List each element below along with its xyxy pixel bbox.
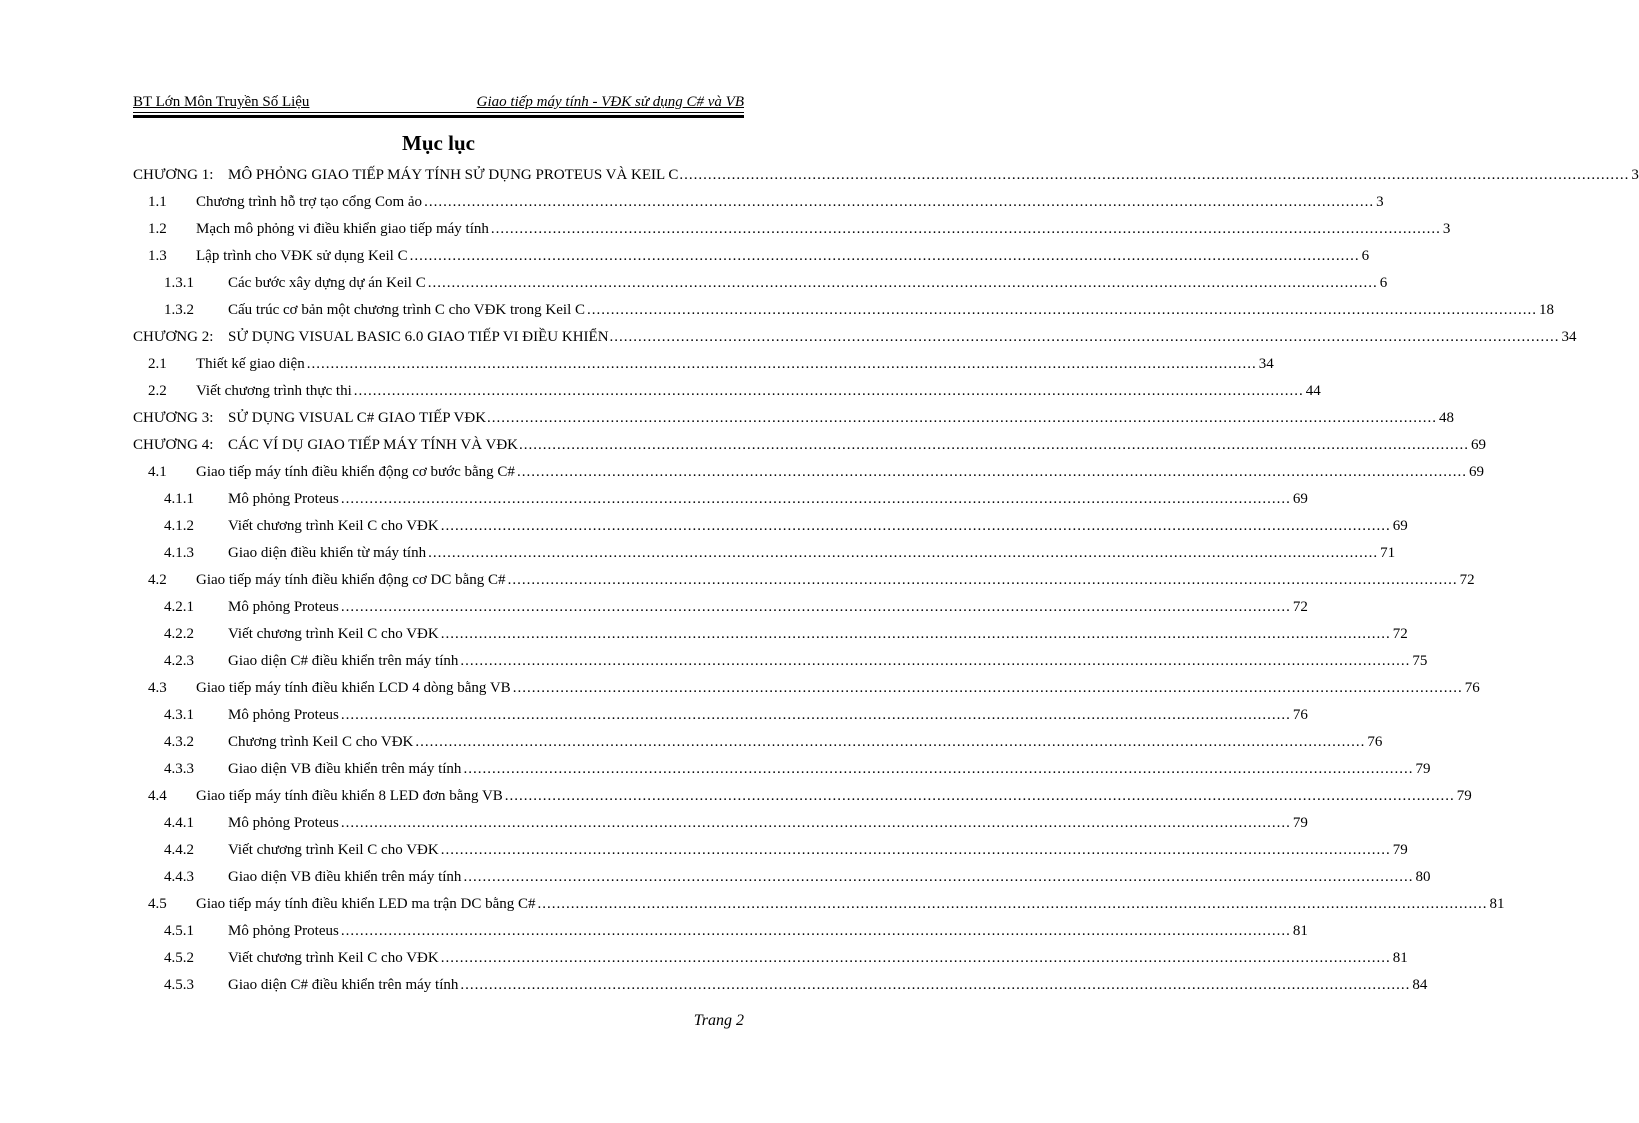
toc-entry-label: Giao diện điều khiển từ máy tính xyxy=(228,545,427,561)
toc-entry-label: SỬ DỤNG VISUAL C# GIAO TIẾP VĐK xyxy=(228,410,487,426)
toc-dot-leader: ........................................................................................................................................................................................................ xyxy=(440,518,1391,534)
toc-entry[interactable] xyxy=(133,972,1428,999)
toc-dot-leader: ........................................................................................................................................................................................................ xyxy=(460,653,1411,669)
toc-entry-number: 4.4 xyxy=(148,788,167,804)
toc-dot-leader: ........................................................................................................................................................................................................ xyxy=(537,896,1488,912)
toc-entry[interactable] xyxy=(133,432,1487,459)
toc-entry-page: 69 xyxy=(1292,491,1308,507)
toc-entry[interactable] xyxy=(133,378,1321,405)
toc-entry-number: CHƯƠNG 4: xyxy=(133,437,214,453)
toc-entry[interactable] xyxy=(133,243,1370,270)
toc-entry[interactable] xyxy=(133,486,1308,513)
toc-entry[interactable] xyxy=(133,675,1480,702)
toc-dot-leader: ........................................................................................................................................................................................................ xyxy=(512,680,1463,696)
toc-dot-leader: ........................................................................................................................................................................................................ xyxy=(516,464,1467,480)
toc-entry[interactable] xyxy=(133,648,1428,675)
toc-entry[interactable] xyxy=(133,702,1308,729)
toc-entry-label: Giao tiếp máy tính điều khiển động cơ DC bằng C# xyxy=(196,572,506,588)
toc-entry[interactable] xyxy=(133,918,1308,945)
toc-entry-page: 81 xyxy=(1292,923,1308,939)
toc-entry-number: 4.1.1 xyxy=(164,491,194,507)
toc-entry-label: Giao diện C# điều khiển trên máy tính xyxy=(228,653,459,669)
toc-dot-leader: ........................................................................................................................................................................................................ xyxy=(587,302,1537,318)
toc-dot-leader: ........................................................................................................................................................................................................ xyxy=(519,437,1470,453)
toc-entry-page: 75 xyxy=(1412,653,1428,669)
toc-entry[interactable] xyxy=(133,810,1308,837)
toc-dot-leader: ........................................................................................................................................................................................................ xyxy=(340,707,1291,723)
toc-entry-label: Lập trình cho VĐK sử dụng Keil C xyxy=(196,248,408,264)
toc-dot-leader: ........................................................................................................................................................................................................ xyxy=(427,275,1378,291)
toc-entry-page: 3 xyxy=(1442,221,1451,237)
toc-entry-label: SỬ DỤNG VISUAL BASIC 6.0 GIAO TIẾP VI ĐIỀU KHIỂN xyxy=(228,329,609,345)
toc-entry-page: 79 xyxy=(1456,788,1472,804)
toc-dot-leader: ........................................................................................................................................................................................................ xyxy=(463,869,1414,885)
toc-entry-page: 84 xyxy=(1412,977,1428,993)
toc-entry-label: Viết chương trình Keil C cho VĐK xyxy=(228,518,439,534)
page-number-footer: Trang 2 xyxy=(693,1012,744,1029)
toc-entry-number: 4.5 xyxy=(148,896,167,912)
toc-entry-number: 4.1 xyxy=(148,464,167,480)
toc-dot-leader: ........................................................................................................................................................................................................ xyxy=(440,626,1391,642)
toc-entry-label: Viết chương trình Keil C cho VĐK xyxy=(228,842,439,858)
toc-entry-page: 76 xyxy=(1292,707,1308,723)
toc-entry[interactable] xyxy=(133,324,1577,351)
toc-entry-number: 2.1 xyxy=(148,356,167,372)
toc-entry-label: Viết chương trình Keil C cho VĐK xyxy=(228,950,439,966)
toc-entry-page: 3 xyxy=(1376,194,1384,210)
toc-entry-number: 4.4.1 xyxy=(164,815,194,831)
toc-dot-leader: ........................................................................................................................................................................................................ xyxy=(409,248,1360,264)
toc-dot-leader: ........................................................................................................................................................................................................ xyxy=(440,842,1391,858)
toc-entry-page: 72 xyxy=(1392,626,1408,642)
toc-entry-page: 6 xyxy=(1361,248,1370,264)
toc-entry-page: 44 xyxy=(1305,383,1321,399)
toc-entry[interactable] xyxy=(133,351,1274,378)
toc-entry-label: Giao diện VB điều khiển trên máy tính xyxy=(228,869,462,885)
toc-dot-leader: ........................................................................................................................................................................................................ xyxy=(490,221,1441,237)
toc-entry-page: 79 xyxy=(1292,815,1308,831)
toc-entry[interactable] xyxy=(133,459,1484,486)
toc-entry-page: 79 xyxy=(1415,761,1431,777)
toc-entry-label: Cấu trúc cơ bản một chương trình C cho VĐK trong Keil C xyxy=(228,302,585,318)
header-rule-thick xyxy=(133,115,744,118)
toc-entry-page: 71 xyxy=(1380,545,1396,561)
toc-entry[interactable] xyxy=(133,891,1505,918)
toc-entry[interactable] xyxy=(133,783,1472,810)
toc-entry-number: 4.3.3 xyxy=(164,761,194,777)
toc-dot-leader: ........................................................................................................................................................................................................ xyxy=(340,815,1291,831)
toc-entry-label: Giao tiếp máy tính điều khiển LCD 4 dòng bằng VB xyxy=(196,680,511,696)
toc-entry-number: 4.5.1 xyxy=(164,923,194,939)
toc-entry[interactable] xyxy=(133,621,1408,648)
toc-entry[interactable] xyxy=(133,756,1431,783)
toc-entry-label: Giao tiếp máy tính điều khiển 8 LED đơn bằng VB xyxy=(196,788,503,804)
toc-entry-page: 76 xyxy=(1367,734,1383,750)
toc-dot-leader: ........................................................................................................................................................................................................ xyxy=(460,977,1411,993)
toc-entry[interactable] xyxy=(133,513,1408,540)
toc-entry-page: 18 xyxy=(1539,302,1554,318)
toc-entry-number: 4.4.2 xyxy=(164,842,194,858)
toc-entry[interactable] xyxy=(133,540,1396,567)
toc-dot-leader: ........................................................................................................................................................................................................ xyxy=(507,572,1458,588)
toc-entry-number: CHƯƠNG 2: xyxy=(133,329,214,345)
toc-entry-label: Viết chương trình Keil C cho VĐK xyxy=(228,626,439,642)
header-rule-thin xyxy=(133,112,744,113)
toc-entry-page: 72 xyxy=(1292,599,1308,615)
toc-entry-page: 69 xyxy=(1392,518,1408,534)
toc-entry[interactable] xyxy=(133,297,1554,324)
toc-entry-number: 4.4.3 xyxy=(164,869,194,885)
table-of-contents xyxy=(133,162,1639,999)
header-course-title: BT Lớn Môn Truyền Số Liệu xyxy=(133,94,310,110)
toc-entry-label: Mạch mô phỏng vi điều khiển giao tiếp máy tính xyxy=(196,221,489,237)
toc-entry-label: Giao diện C# điều khiển trên máy tính xyxy=(228,977,459,993)
toc-dot-leader: ........................................................................................................................................................................................................ xyxy=(440,950,1391,966)
toc-entry-number: 1.2 xyxy=(148,221,167,237)
toc-entry-number: 4.2.2 xyxy=(164,626,194,642)
toc-entry[interactable] xyxy=(133,189,1384,216)
toc-entry-label: Mô phỏng Proteus xyxy=(228,599,339,615)
toc-entry-page: 69 xyxy=(1468,464,1484,480)
toc-entry-label: CÁC VÍ DỤ GIAO TIẾP MÁY TÍNH VÀ VĐK xyxy=(228,437,519,453)
toc-title: Mục lục xyxy=(402,131,475,155)
toc-entry-label: Mô phỏng Proteus xyxy=(228,491,339,507)
toc-entry-page: 81 xyxy=(1392,950,1408,966)
toc-dot-leader: ........................................................................................................................................................................................................ xyxy=(340,491,1291,507)
toc-entry-page: 79 xyxy=(1392,842,1408,858)
toc-entry-page: 6 xyxy=(1379,275,1388,291)
toc-entry-label: Mô phỏng Proteus xyxy=(228,815,339,831)
toc-entry-page: 81 xyxy=(1489,896,1505,912)
toc-entry-number: 4.3.2 xyxy=(164,734,194,750)
toc-entry-page: 34 xyxy=(1258,356,1274,372)
toc-entry-label: Mô phỏng Proteus xyxy=(228,707,339,723)
toc-entry[interactable] xyxy=(133,945,1408,972)
toc-entry-label: Mô phỏng Proteus xyxy=(228,923,339,939)
toc-entry-page: 76 xyxy=(1464,680,1480,696)
toc-entry-label: Chương trình Keil C cho VĐK xyxy=(228,734,414,750)
toc-dot-leader: ........................................................................................................................................................................................................ xyxy=(415,734,1366,750)
toc-entry-number: 4.3 xyxy=(148,680,167,696)
toc-entry-number: 4.5.3 xyxy=(164,977,194,993)
toc-entry-number: CHƯƠNG 1: xyxy=(133,167,214,183)
toc-dot-leader: ........................................................................................................................................................................................................ xyxy=(424,194,1375,210)
toc-entry[interactable] xyxy=(133,837,1408,864)
toc-entry-label: Giao tiếp máy tính điều khiển động cơ bước bằng C# xyxy=(196,464,515,480)
toc-entry[interactable] xyxy=(133,270,1388,297)
toc-entry-number: 1.3.2 xyxy=(164,302,194,318)
toc-entry-page: 72 xyxy=(1459,572,1475,588)
toc-entry[interactable] xyxy=(133,729,1383,756)
toc-dot-leader: ........................................................................................................................................................................................................ xyxy=(353,383,1304,399)
toc-entry-page: 3 xyxy=(1631,167,1639,183)
toc-entry-number: 4.2 xyxy=(148,572,167,588)
toc-entry-label: Chương trình hỗ trợ tạo cổng Com ảo xyxy=(196,194,423,210)
toc-entry-label: Giao tiếp máy tính điều khiển LED ma trận DC bằng C# xyxy=(196,896,536,912)
toc-dot-leader: ........................................................................................................................................................................................................ xyxy=(609,329,1560,345)
toc-dot-leader: ........................................................................................................................................................................................................ xyxy=(504,788,1455,804)
toc-entry-number: 1.1 xyxy=(148,194,167,210)
toc-entry-number: 4.2.1 xyxy=(164,599,194,615)
toc-dot-leader: ........................................................................................................................................................................................................ xyxy=(679,167,1630,183)
toc-dot-leader: ........................................................................................................................................................................................................ xyxy=(487,410,1438,426)
toc-entry-number: 2.2 xyxy=(148,383,167,399)
toc-entry-page: 69 xyxy=(1471,437,1487,453)
toc-entry-number: 1.3 xyxy=(148,248,167,264)
toc-entry-label: Thiết kế giao diện xyxy=(196,356,305,372)
toc-entry[interactable] xyxy=(133,162,1639,189)
toc-entry-label: Các bước xây dựng dự án Keil C xyxy=(228,275,426,291)
toc-dot-leader: ........................................................................................................................................................................................................ xyxy=(463,761,1414,777)
toc-dot-leader: ........................................................................................................................................................................................................ xyxy=(306,356,1257,372)
toc-entry-number: 4.1.2 xyxy=(164,518,194,534)
toc-entry-number: CHƯƠNG 3: xyxy=(133,410,214,426)
toc-entry-page: 34 xyxy=(1561,329,1577,345)
toc-entry-number: 4.5.2 xyxy=(164,950,194,966)
toc-entry-label: MÔ PHỎNG GIAO TIẾP MÁY TÍNH SỬ DỤNG PROTEUS VÀ KEIL C xyxy=(228,167,679,183)
toc-entry[interactable] xyxy=(133,594,1308,621)
toc-entry[interactable] xyxy=(133,216,1451,243)
toc-dot-leader: ........................................................................................................................................................................................................ xyxy=(340,599,1291,615)
toc-entry-number: 4.1.3 xyxy=(164,545,194,561)
page-header xyxy=(133,92,744,112)
toc-entry-page: 48 xyxy=(1439,410,1455,426)
toc-entry[interactable] xyxy=(133,864,1431,891)
toc-entry-number: 1.3.1 xyxy=(164,275,194,291)
toc-entry-page: 80 xyxy=(1415,869,1431,885)
toc-entry-number: 4.2.3 xyxy=(164,653,194,669)
toc-entry-label: Giao diện VB điều khiển trên máy tính xyxy=(228,761,462,777)
toc-entry-number: 4.3.1 xyxy=(164,707,194,723)
toc-dot-leader: ........................................................................................................................................................................................................ xyxy=(428,545,1379,561)
toc-dot-leader: ........................................................................................................................................................................................................ xyxy=(340,923,1291,939)
toc-entry[interactable] xyxy=(133,567,1475,594)
header-document-title: Giao tiếp máy tính - VĐK sử dụng C# và VB xyxy=(476,94,744,110)
toc-entry-label: Viết chương trình thực thi xyxy=(196,383,352,399)
toc-entry[interactable] xyxy=(133,405,1455,432)
